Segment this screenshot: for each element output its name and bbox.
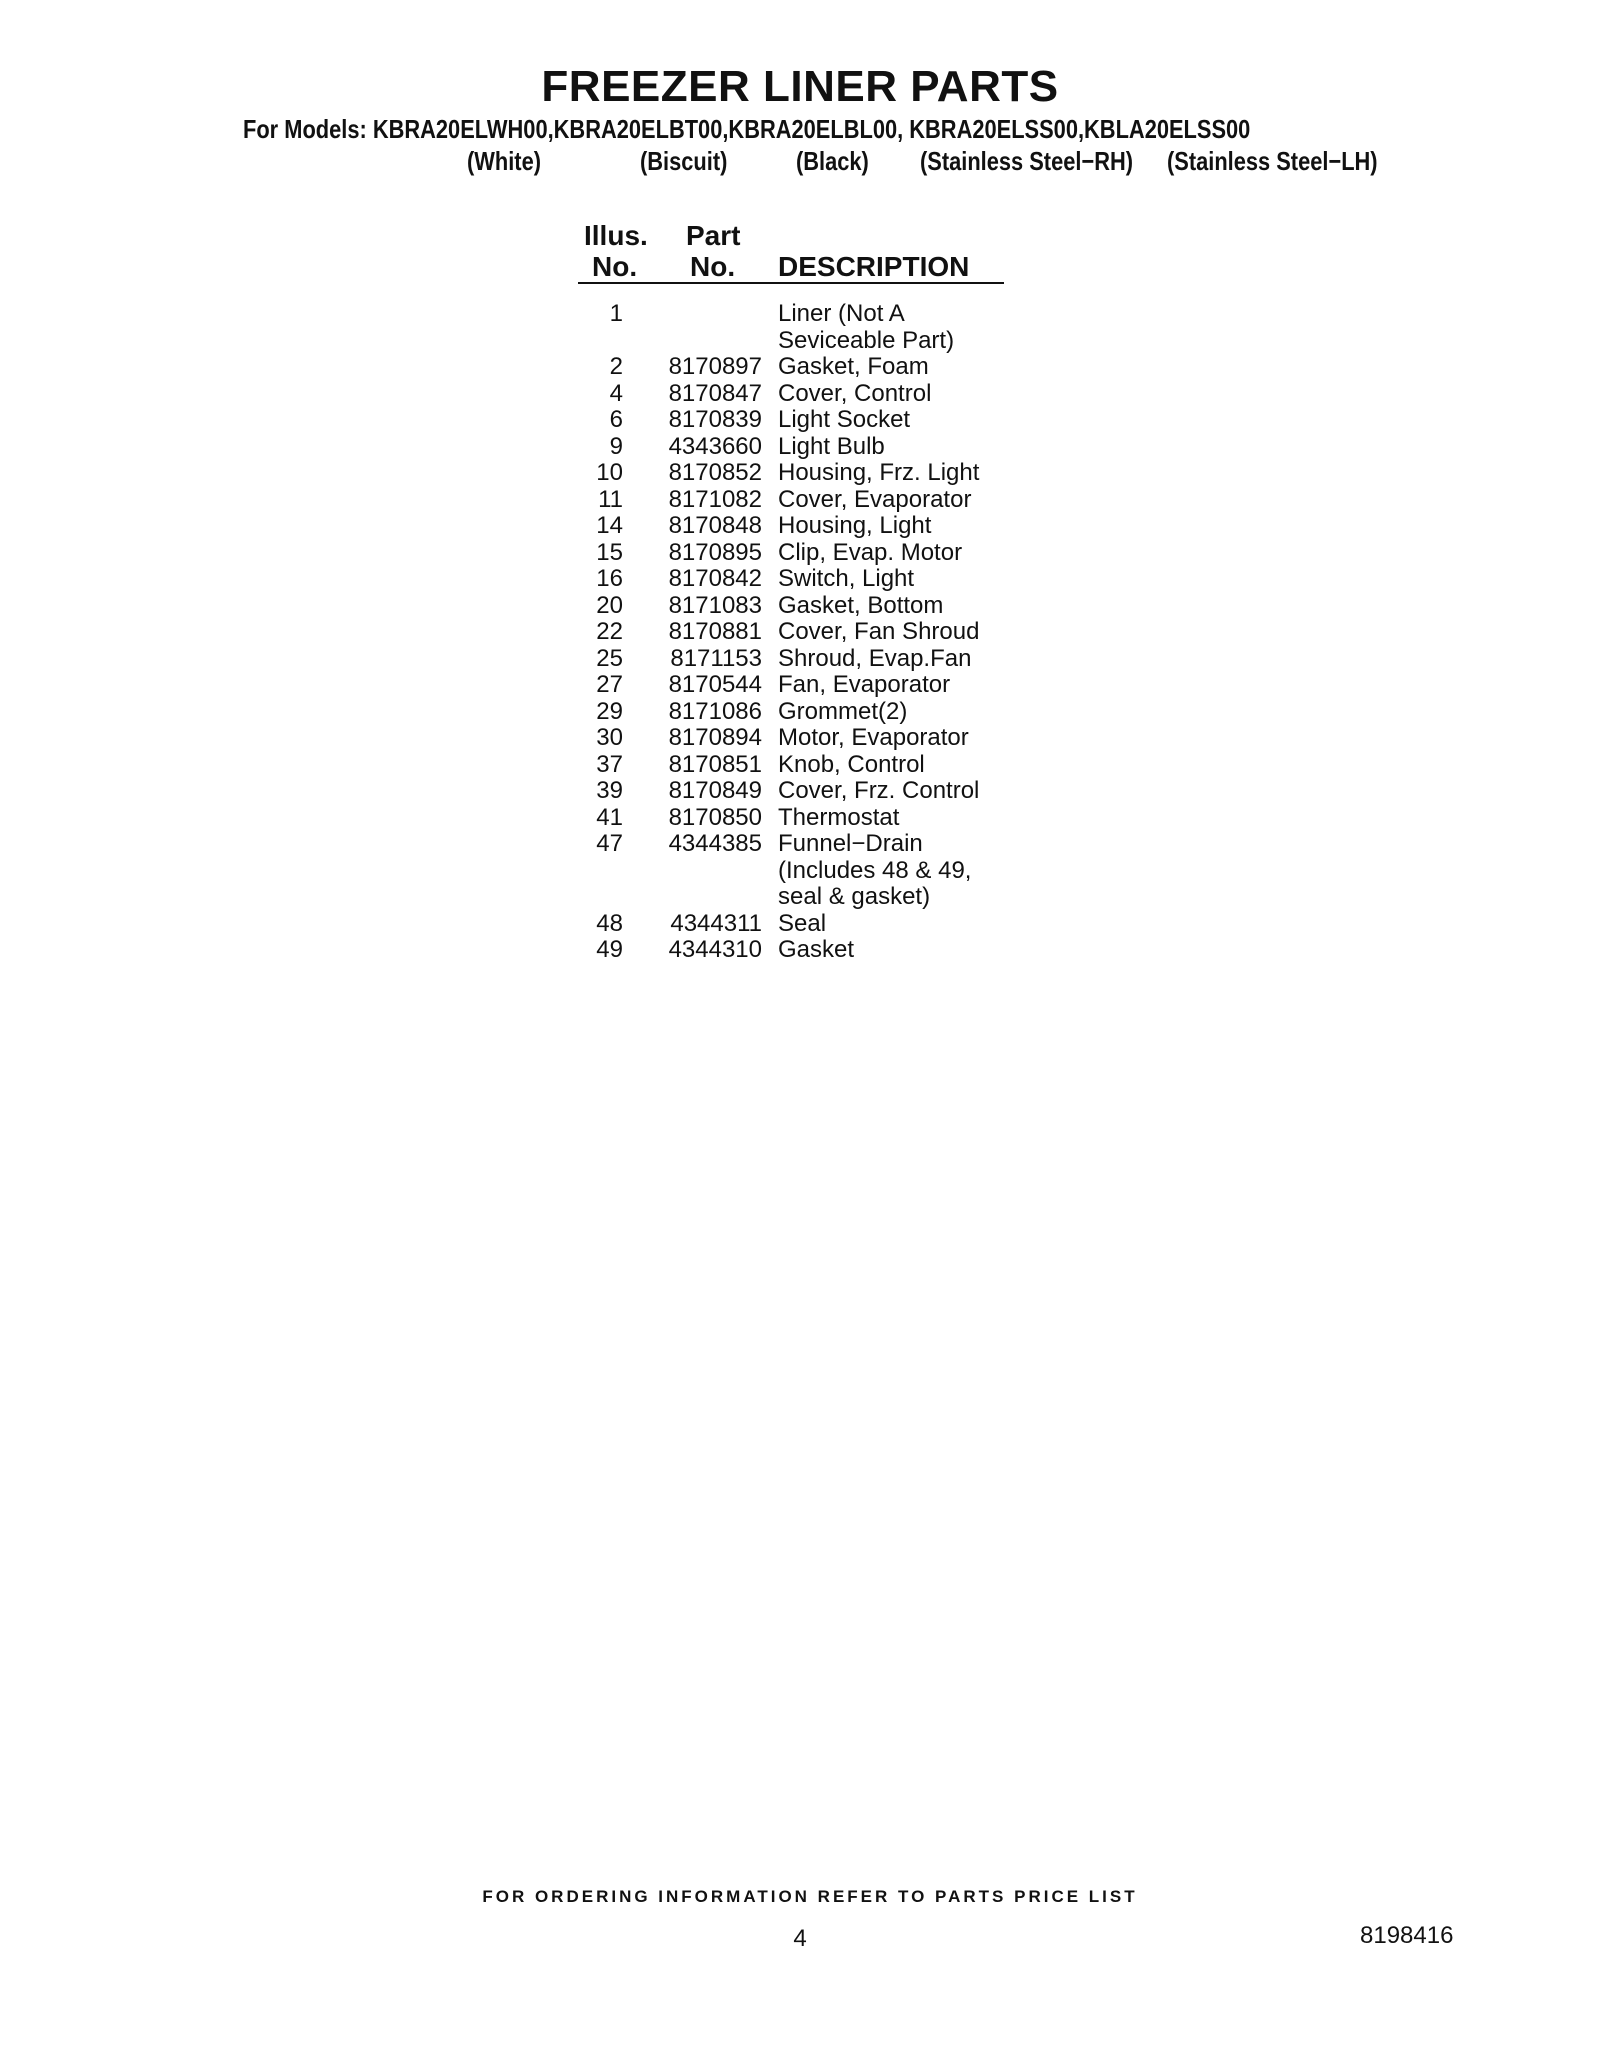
description-header: DESCRIPTION <box>778 251 970 282</box>
part-description: Motor, Evaporator <box>778 724 969 751</box>
part-description: Shroud, Evap.Fan <box>778 644 972 672</box>
illus-number: 49 <box>596 936 623 963</box>
illus-number: 29 <box>596 697 623 725</box>
ordering-note: FOR ORDERING INFORMATION REFER TO PARTS PRICE LIST <box>482 1887 1138 1906</box>
part-number: 8170881 <box>668 618 762 645</box>
part-number: 8170842 <box>668 565 762 592</box>
part-number: 8170895 <box>668 538 762 566</box>
illus-number: 6 <box>609 406 623 433</box>
illus-number: 47 <box>596 830 623 857</box>
part-number: 8170847 <box>668 379 762 407</box>
part-number: 8170848 <box>668 512 762 539</box>
table-row <box>0 540 1600 567</box>
part-header-bottom: No. <box>690 251 736 282</box>
table-row <box>0 354 1600 381</box>
part-description: Grommet(2) <box>778 697 908 725</box>
color-black: (Black) <box>796 146 869 176</box>
parts-table <box>0 301 1600 964</box>
illus-number: 11 <box>598 485 623 513</box>
part-description: Thermostat <box>778 803 900 831</box>
part-number: 8170839 <box>668 406 762 433</box>
part-description: Cover, Evaporator <box>778 485 972 513</box>
part-number: 8170852 <box>668 459 762 486</box>
illus-number: 22 <box>596 618 623 645</box>
table-row <box>0 487 1600 514</box>
table-row <box>0 460 1600 487</box>
table-row <box>0 513 1600 540</box>
color-white: (White) <box>467 146 541 176</box>
table-row <box>0 911 1600 938</box>
table-row <box>0 831 1600 858</box>
page-title: FREEZER LINER PARTS <box>541 62 1059 111</box>
part-number: 8170894 <box>668 724 762 751</box>
part-header-top: Part <box>686 220 741 251</box>
illus-number: 10 <box>596 459 623 486</box>
illus-number: 2 <box>609 353 623 380</box>
illus-number: 37 <box>596 750 623 778</box>
table-row <box>0 619 1600 646</box>
table-row <box>0 699 1600 726</box>
header-underline <box>578 282 1004 284</box>
table-row <box>0 672 1600 699</box>
table-row <box>0 566 1600 593</box>
table-row <box>0 725 1600 752</box>
part-description: Seviceable Part) <box>778 326 955 354</box>
table-row <box>0 328 1600 355</box>
part-number: 8170849 <box>668 777 762 804</box>
part-description: Funnel−Drain <box>778 830 923 857</box>
part-number: 4344310 <box>668 936 762 963</box>
illus-header-bottom: No. <box>592 251 638 282</box>
part-description: Gasket, Foam <box>778 353 929 380</box>
part-number: 8171083 <box>668 591 762 619</box>
part-number: 4343660 <box>668 432 762 460</box>
part-description: Cover, Fan Shroud <box>778 618 980 645</box>
table-row <box>0 805 1600 832</box>
table-row <box>0 381 1600 408</box>
part-description: Light Socket <box>778 406 911 433</box>
illus-number: 1 <box>609 300 623 327</box>
part-description: Liner (Not A <box>778 300 905 327</box>
part-number: 4344311 <box>670 909 762 937</box>
illus-number: 25 <box>596 644 623 672</box>
part-description: Gasket, Bottom <box>778 591 944 619</box>
table-row <box>0 434 1600 461</box>
table-row <box>0 858 1600 885</box>
illus-number: 20 <box>596 591 623 619</box>
illus-number: 16 <box>596 565 623 592</box>
part-description: Gasket <box>778 936 855 963</box>
part-description: Housing, Light <box>778 512 932 539</box>
part-description: Fan, Evaporator <box>778 671 951 698</box>
table-row <box>0 646 1600 673</box>
color-stainless-lh: (Stainless Steel−LH) <box>1167 146 1378 176</box>
illus-number: 48 <box>596 909 623 937</box>
part-description: Cover, Control <box>778 379 932 407</box>
part-number: 8171153 <box>670 644 762 672</box>
illus-number: 39 <box>596 777 623 804</box>
part-number: 8170897 <box>668 353 762 380</box>
illus-number: 27 <box>596 671 623 698</box>
color-biscuit: (Biscuit) <box>640 146 728 176</box>
part-description: Seal <box>778 909 827 937</box>
models-line: For Models: KBRA20ELWH00,KBRA20ELBT00,KBRA20ELBL00, KBRA20ELSS00,KBLA20ELSS00 <box>243 114 1251 144</box>
illus-number: 9 <box>609 432 623 460</box>
color-stainless-rh: (Stainless Steel−RH) <box>920 146 1134 176</box>
part-number: 8171086 <box>668 697 762 725</box>
part-description: Switch, Light <box>778 565 915 592</box>
part-description: Knob, Control <box>778 750 925 778</box>
document-number: 8198416 <box>1360 1922 1454 1949</box>
table-row <box>0 778 1600 805</box>
part-number: 4344385 <box>668 830 762 857</box>
part-number: 8170544 <box>668 671 762 698</box>
part-description: (Includes 48 & 49, <box>778 856 972 884</box>
illus-number: 14 <box>596 512 623 539</box>
table-row <box>0 301 1600 328</box>
table-row <box>0 407 1600 434</box>
part-description: Cover, Frz. Control <box>778 777 980 804</box>
table-row <box>0 937 1600 964</box>
part-description: Light Bulb <box>778 432 885 460</box>
illus-number: 41 <box>596 803 623 831</box>
part-description: Clip, Evap. Motor <box>778 538 963 566</box>
illus-number: 30 <box>596 724 623 751</box>
table-row <box>0 884 1600 911</box>
part-number: 8171082 <box>668 485 762 513</box>
page-number: 4 <box>793 1925 807 1952</box>
part-description: seal & gasket) <box>778 883 931 910</box>
part-number: 8170850 <box>668 803 762 831</box>
part-number: 8170851 <box>668 750 762 778</box>
illus-number: 4 <box>609 379 623 407</box>
table-row <box>0 752 1600 779</box>
illus-header-top: Illus. <box>584 220 648 251</box>
illus-number: 15 <box>596 538 623 566</box>
table-row <box>0 593 1600 620</box>
part-description: Housing, Frz. Light <box>778 459 980 486</box>
